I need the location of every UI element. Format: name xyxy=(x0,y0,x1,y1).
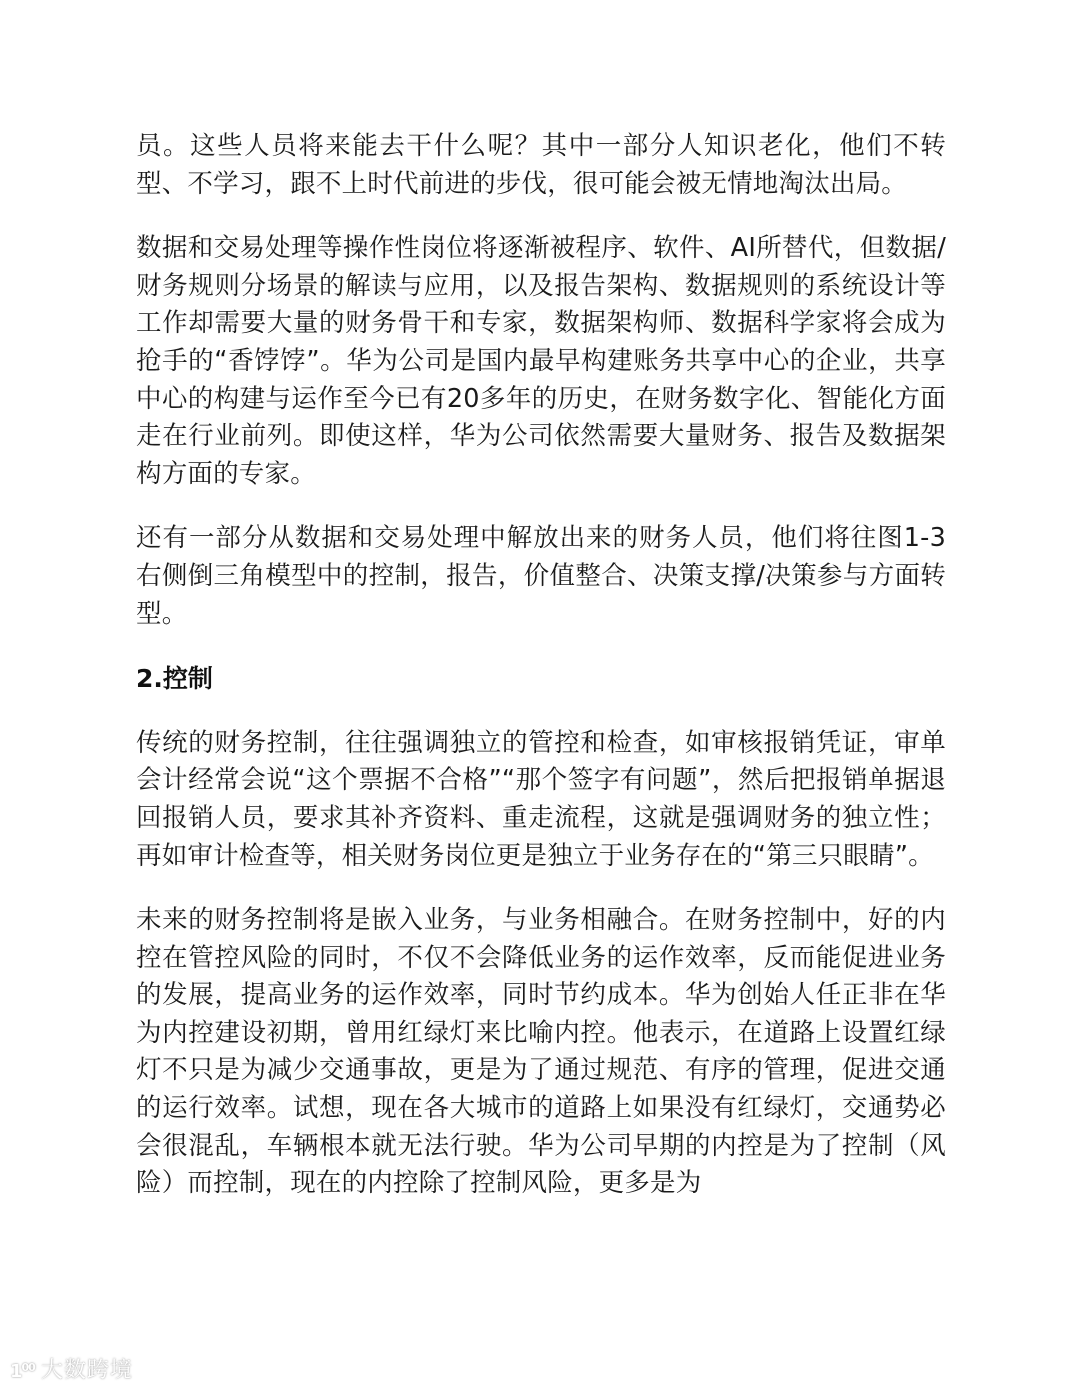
paragraph-transition: 还有一部分从数据和交易处理中解放出来的财务人员，他们将往图1-3右侧倒三角模型中的控制，报告，价值整合、决策支撑/决策参与方面转型。 xyxy=(136,523,946,629)
document-page xyxy=(136,128,946,1230)
section-heading-control: 2.控制 xyxy=(136,664,213,694)
watermark-text: 大数跨境 xyxy=(40,1358,133,1383)
paragraph-traditional-control: 传统的财务控制，往往强调独立的管控和检查，如审核报销凭证，审单会计经常会说“这个票据不合格”“那个签字有问题”，然后把报销单据退回报销人员，要求其补齐资料、重走流程，这就是强调财务的独立性；再如审计检查等，相关财务岗位更是独立于业务存在的“第三只眼睛”。 xyxy=(136,727,946,871)
watermark xyxy=(10,1360,133,1382)
paragraph-data-processing: 数据和交易处理等操作性岗位将逐渐被程序、软件、AI所替代，但数据/财务规则分场景的解读与应用，以及报告架构、数据规则的系统设计等工作却需要大量的财务骨干和专家，数据架构师、数据科学家将会成为抢手的“香饽饽”。华为公司是国内最早构建账务共享中心的企业，共享中心的构建与运作至今已有20多年的历史，在财务数字化、智能化方面走在行业前列。即使这样，华为公司依然需要大量财务、报告及数据架构方面的专家。 xyxy=(136,233,946,489)
paragraph-future-control: 未来的财务控制将是嵌入业务，与业务相融合。在财务控制中，好的内控在管控风险的同时，不仅不会降低业务的运作效率，反而能促进业务的发展，提高业务的运作效率，同时节约成本。华为创始人任正非在华为内控建设初期，曾用红绿灯来比喻内控。他表示，在道路上设置红绿灯不只是为减少交通事故，更是为了通过规范、有序的管理，促进交通的运行效率。试想，现在各大城市的道路上如果没有红绿灯，交通势必会很混乱，车辆根本就无法行驶。华为公司早期的内控是为了控制（风险）而控制，现在的内控除了控制风险，更多是为 xyxy=(136,905,946,1199)
watermark-logo-icon: $1^{00}$ xyxy=(10,1360,35,1382)
paragraph-continuation: 员。这些人员将来能去干什么呢？其中一部分人知识老化，他们不转型、不学习，跟不上时代前进的步伐，很可能会被无情地淘汰出局。 xyxy=(136,131,946,199)
